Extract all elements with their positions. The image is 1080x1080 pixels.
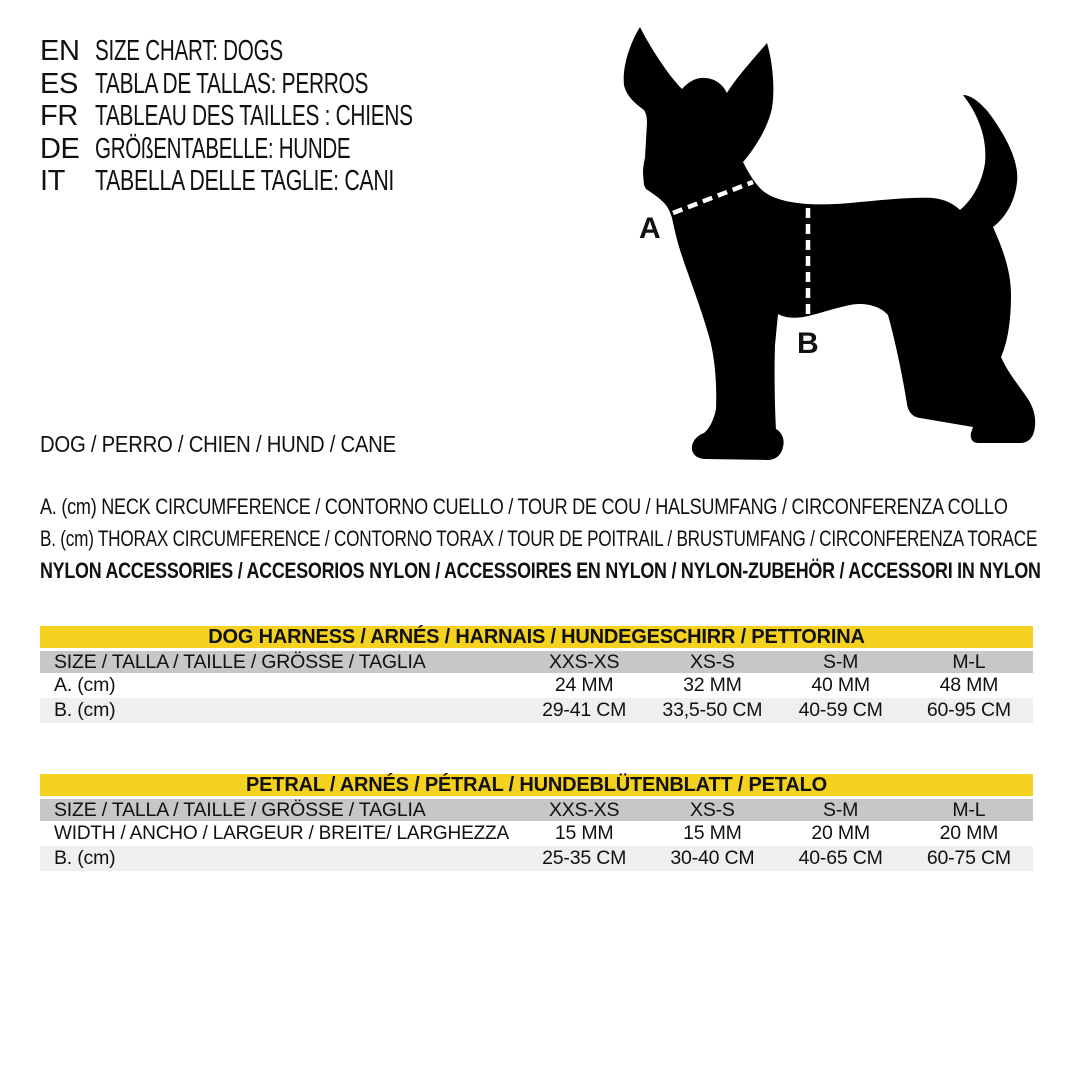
table-cell: 29-41 CM [542,699,627,721]
harness-table-title [40,626,1033,648]
dog-silhouette [620,15,1050,465]
size-header-label: SIZE / TALLA / TAILLE / GRÖSSE / TAGLIA [54,798,426,821]
table-cell: 40-65 CM [798,847,883,869]
harness-table-title-text: DOG HARNESS / ARNÉS / HARNAIS / HUNDEGESCHIRR / PETTORINA [208,626,865,648]
size-header-row [40,651,1033,673]
dog-caption [40,431,443,457]
table-cell: 20 MM [811,822,870,844]
legend-title-es: TABLA DE TALLAS: PERROS [95,67,369,100]
legend-title-fr: TABLEAU DES TAILLES : CHIENS [95,100,413,132]
language-code: ES [40,67,78,100]
table-row [40,698,1033,723]
table-cell: 15 MM [554,822,614,844]
harness-size-table [40,626,1033,723]
legend-row-it [40,165,537,198]
row-label: B. (cm) [54,847,116,869]
note-neck-text: A. (cm) NECK CIRCUMFERENCE / CONTORNO CUELLO / TOUR DE COU / HALSUMFANG / CIRCONFERENZA COLLO [40,494,1008,519]
note-nylon-text: NYLON ACCESSORIES / ACCESORIOS NYLON / ACCESSOIRES EN NYLON / NYLON-ZUBEHÖR / ACCESSORI IN NYLON [40,558,1041,584]
legend-title-de: GRÖßENTABELLE: HUNDE [95,132,351,165]
size-column-header: XS-S [690,798,735,821]
row-label: A. (cm) [54,674,116,696]
size-column-header: M-L [952,798,986,821]
size-header-row [40,799,1033,821]
note-thorax-text: B. (cm) THORAX CIRCUMFERENCE / CONTORNO TORAX / TOUR DE POITRAIL / BRUSTUMFANG / CIRCONFERENZA TORACE [40,526,1038,552]
legend-title-en: SIZE CHART: DOGS [95,35,283,67]
language-code: EN [40,35,80,67]
table-cell: 40 MM [811,674,870,696]
size-header-label: SIZE / TALLA / TAILLE / GRÖSSE / TAGLIA [54,650,426,673]
legend-row-es [40,68,537,101]
row-label: B. (cm) [54,699,116,721]
table-cell: 15 MM [683,822,742,844]
language-code: DE [40,132,80,165]
petral-table-title-text: PETRAL / ARNÉS / PÉTRAL / HUNDEBLÜTENBLATT / PETALO [246,774,827,796]
legend-row-de [40,133,537,166]
language-code: FR [40,100,78,132]
marker-a-label: A [639,212,661,245]
size-column-header: XXS-XS [548,650,620,673]
table-cell: 48 MM [939,674,999,696]
table-row [40,821,1033,846]
size-column-header: XS-S [690,650,735,673]
legend-row-fr [40,100,537,133]
note-thorax [40,523,1080,555]
table-cell: 25-35 CM [542,847,627,869]
table-cell: 60-95 CM [926,699,1011,721]
language-legend [40,35,537,198]
table-cell: 40-59 CM [798,699,883,721]
legend-title-it: TABELLA DELLE TAGLIE: CANI [95,165,395,197]
dog-silhouette-shape [624,27,1036,460]
size-column-header: S-M [823,798,859,821]
note-neck [40,491,1080,523]
table-cell: 24 MM [554,674,614,696]
note-nylon [40,555,1080,587]
table-row [40,673,1033,698]
size-column-header: M-L [952,650,986,673]
petral-table-title [40,774,1033,796]
table-cell: 32 MM [683,674,742,696]
marker-b-label: B [797,327,819,360]
measurement-notes [40,491,1080,588]
table-row [40,846,1033,871]
size-column-header: XXS-XS [548,798,620,821]
table-cell: 30-40 CM [670,847,755,869]
table-cell: 20 MM [939,822,999,844]
table-cell: 60-75 CM [926,847,1011,869]
row-label: WIDTH / ANCHO / LARGEUR / BREITE/ LARGHEZZA [54,822,509,844]
dog-caption-text: DOG / PERRO / CHIEN / HUND / CANE [40,431,396,457]
petral-size-table [40,774,1033,871]
legend-row-en [40,35,537,68]
language-code: IT [40,165,65,197]
table-cell: 33,5-50 CM [662,699,763,721]
size-column-header: S-M [823,650,859,673]
